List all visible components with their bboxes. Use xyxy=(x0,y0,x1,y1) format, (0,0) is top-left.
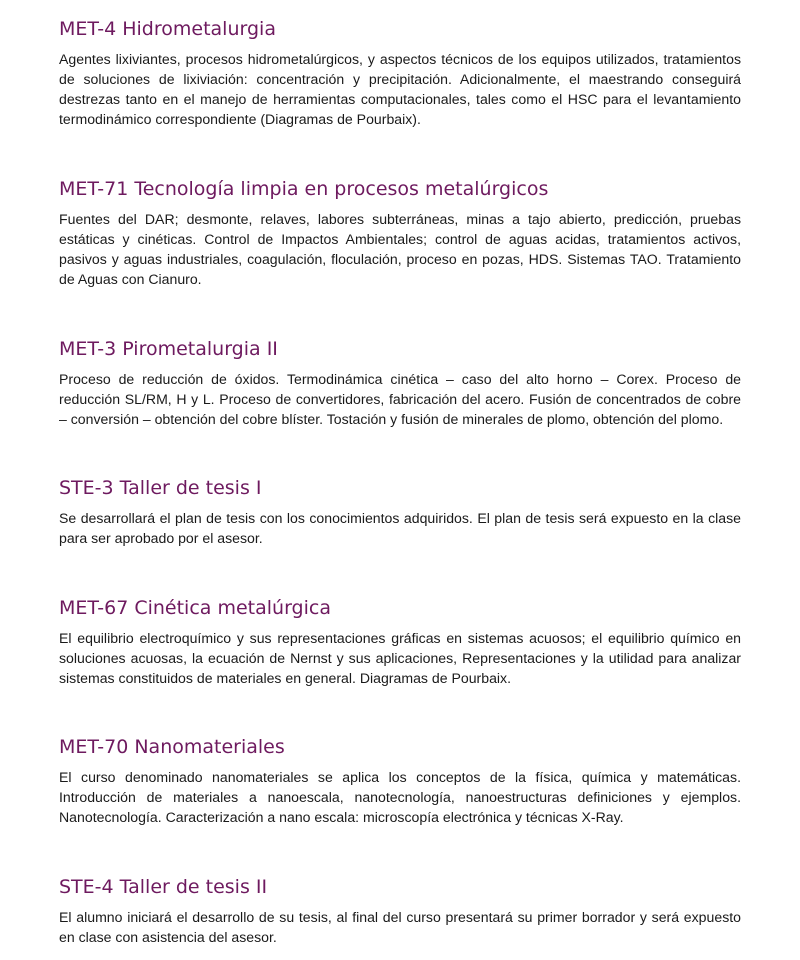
course-description: Se desarrollará el plan de tesis con los conocimientos adquiridos. El plan de tesis será expuesto en la clase para ser aprobado por el asesor. xyxy=(59,510,741,546)
course-title: MET-3 Pirometalurgia II xyxy=(59,338,278,360)
course-title: STE-4 Taller de tesis II xyxy=(59,876,268,898)
course-description: Agentes lixiviantes, procesos hidrometalúrgicos, y aspectos técnicos de los equipos utilizados, tratamientos de soluciones de lixiviación: concentración y precipitación. Adicionalmente, el maestrando conseguirá destrezas tanto en el manejo de herramientas computacionales, tales como el HSC para el levantamiento termodinámico correspondiente (Diagramas de Pourbaix). xyxy=(59,51,741,127)
course-title: STE-3 Taller de tesis I xyxy=(59,477,262,499)
course-title: MET-70 Nanomateriales xyxy=(59,736,285,758)
course-description: El alumno iniciará el desarrollo de su tesis, al final del curso presentará su primer borrador y será expuesto en clase con asistencia del asesor. xyxy=(59,909,741,945)
course-met-3 xyxy=(59,337,741,429)
course-title: MET-67 Cinética metalúrgica xyxy=(59,597,331,619)
course-ste-3 xyxy=(59,476,741,548)
course-title: MET-71 Tecnología limpia en procesos metalúrgicos xyxy=(59,178,549,200)
course-met-70 xyxy=(59,735,741,827)
course-met-71 xyxy=(59,177,741,289)
course-met-4 xyxy=(59,17,741,129)
course-description: El curso denominado nanomateriales se aplica los conceptos de la física, química y matemáticas. Introducción de materiales a nanoescala, nanotecnología, nanoestructuras definiciones y ejemplos. Nanotecnología. Caracterización a nano escala: microscopía electrónica y técnicas X-Ray. xyxy=(59,769,741,825)
course-description: Proceso de reducción de óxidos. Termodinámica cinética – caso del alto horno – Corex. Proceso de reducción SL/RM, H y L. Proceso de convertidores, fabricación del acero. Fusión de concentrados de cobre – conversión – obtención del cobre blíster. Tostación y fusión de minerales de plomo, obtención del plomo. xyxy=(59,371,741,427)
course-description: El equilibrio electroquímico y sus representaciones gráficas en sistemas acuosos; el equilibrio químico en soluciones acuosas, la ecuación de Nernst y sus aplicaciones, Representaciones y la utilidad para analizar sistemas constituidos de materiales en general. Diagramas de Pourbaix. xyxy=(59,630,741,686)
course-description: Fuentes del DAR; desmonte, relaves, labores subterráneas, minas a tajo abierto, predicción, pruebas estáticas y cinéticas. Control de Impactos Ambientales; control de aguas acidas, tratamientos activos, pasivos y aguas industriales, coagulación, floculación, proceso en pozas, HDS. Sistemas TAO. Tratamiento de Aguas con Cianuro. xyxy=(59,211,741,287)
course-ste-4 xyxy=(59,875,741,947)
course-title: MET-4 Hidrometalurgia xyxy=(59,18,276,40)
course-met-67 xyxy=(59,596,741,688)
